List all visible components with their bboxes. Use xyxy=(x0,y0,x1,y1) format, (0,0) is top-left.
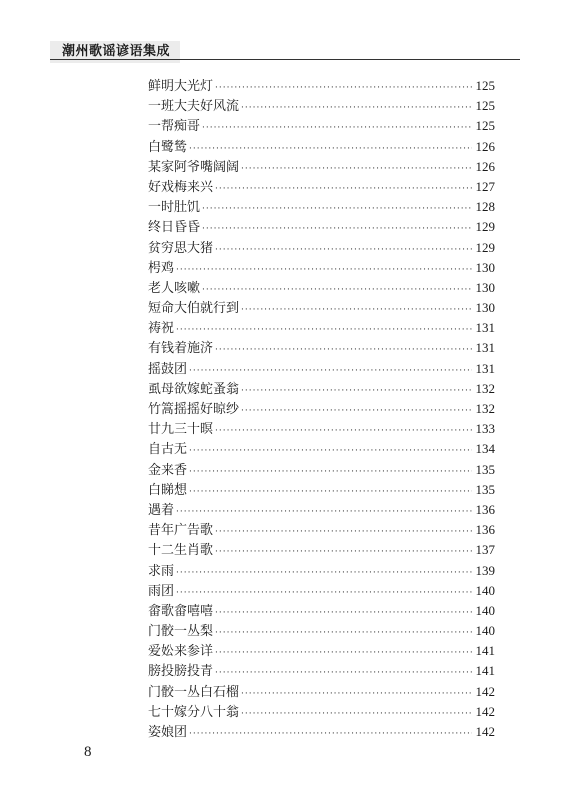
toc-entry-title: 昔年广告歌 xyxy=(148,523,214,539)
toc-entry-page: 133 xyxy=(475,421,495,437)
toc-dot-leader xyxy=(202,118,471,138)
toc-entry-page: 128 xyxy=(475,199,495,215)
toc-entry xyxy=(148,177,495,197)
toc-entry-title: 自古无 xyxy=(148,442,188,458)
toc-entry-page: 140 xyxy=(475,582,495,598)
toc-entry-title: 鲜明大光灯 xyxy=(148,79,214,94)
toc-entry-page: 132 xyxy=(475,401,495,416)
toc-entry-title: 祷祝 xyxy=(148,321,175,337)
toc-dot-leader xyxy=(241,300,471,320)
toc-entry-page: 142 xyxy=(475,703,495,719)
toc-entry xyxy=(148,399,495,419)
toc-entry-page: 140 xyxy=(475,602,495,618)
toc-entry xyxy=(148,359,495,379)
toc-entry-page: 130 xyxy=(475,279,495,295)
toc-entry-title: 求雨 xyxy=(148,563,175,579)
toc-entry-title: 贫穷思大猪 xyxy=(148,240,214,256)
toc-dot-leader xyxy=(189,361,471,381)
toc-entry-page: 131 xyxy=(475,340,495,356)
toc-entry-page: 135 xyxy=(475,461,495,477)
toc-entry xyxy=(148,480,495,500)
toc-dot-leader xyxy=(202,280,471,300)
toc-entry-title: 廿九三十暝 xyxy=(148,422,214,438)
toc-entry-title: 门骹一丛白石榴 xyxy=(148,684,240,700)
toc-entry-page: 131 xyxy=(475,320,495,336)
toc-entry-page: 136 xyxy=(475,501,495,517)
book-title: 潮州歌谣谚语集成 xyxy=(50,41,180,63)
toc-entry-page: 127 xyxy=(475,178,495,194)
toc-entry-page: 140 xyxy=(475,623,495,639)
toc-entry-page: 129 xyxy=(475,239,495,255)
toc-dot-leader xyxy=(241,401,471,421)
toc-entry-page: 125 xyxy=(475,98,495,114)
toc-entry-title: 短命大伯就行到 xyxy=(148,301,240,317)
toc-entry-title: 门骹一丛梨 xyxy=(148,624,214,640)
toc-entry-title: 一班大夫好风流 xyxy=(148,99,240,115)
toc-dot-leader xyxy=(215,522,471,542)
toc-entry-title: 某家阿爷嘴阔阔 xyxy=(148,159,240,175)
toc-entry-title: 姿娘团 xyxy=(148,725,188,740)
toc-dot-leader xyxy=(189,724,471,744)
toc-entry xyxy=(148,338,495,358)
toc-dot-leader xyxy=(215,340,471,360)
toc-entry xyxy=(148,379,495,399)
toc-entry-title: 摇鼓团 xyxy=(148,361,188,377)
toc-entry-page: 136 xyxy=(475,522,495,538)
toc-entry-page: 125 xyxy=(475,118,495,134)
toc-entry xyxy=(148,520,495,540)
toc-entry xyxy=(148,157,495,177)
toc-dot-leader xyxy=(241,704,471,724)
toc-entry xyxy=(148,258,495,278)
toc-entry xyxy=(148,500,495,520)
toc-entry xyxy=(148,298,495,318)
table-of-contents xyxy=(148,76,495,742)
toc-entry xyxy=(148,76,495,96)
toc-entry xyxy=(148,238,495,258)
toc-dot-leader xyxy=(189,139,471,159)
toc-dot-leader xyxy=(241,159,471,179)
toc-entry-page: 141 xyxy=(475,663,495,679)
toc-entry-title: 雨团 xyxy=(148,583,175,599)
toc-entry-title: 一帮痴哥 xyxy=(148,119,201,135)
toc-entry-title: 白鹭鸶 xyxy=(148,139,188,155)
toc-entry-page: 130 xyxy=(475,300,495,316)
toc-dot-leader xyxy=(215,542,471,562)
toc-entry xyxy=(148,197,495,217)
toc-dot-leader xyxy=(202,219,471,239)
toc-dot-leader xyxy=(202,199,471,219)
toc-entry-title: 好戏梅来兴 xyxy=(148,179,214,195)
toc-entry-page: 129 xyxy=(475,219,495,235)
toc-dot-leader xyxy=(215,179,471,199)
toc-entry-page: 142 xyxy=(475,724,495,739)
toc-entry xyxy=(148,722,495,742)
toc-entry-title: 虱母欲嫁蛇蚤翁 xyxy=(148,381,240,397)
toc-entry-page: 130 xyxy=(475,259,495,275)
toc-entry xyxy=(148,217,495,237)
toc-dot-leader xyxy=(215,603,471,623)
running-header xyxy=(50,40,520,63)
toc-entry-title: 畲歌畲嘻嘻 xyxy=(148,603,214,619)
toc-entry xyxy=(148,318,495,338)
toc-entry xyxy=(148,116,495,136)
toc-entry-title: 终日昏昏 xyxy=(148,220,201,236)
toc-dot-leader xyxy=(189,482,471,502)
toc-entry-title: 老人咳嗽 xyxy=(148,280,201,296)
toc-entry xyxy=(148,561,495,581)
toc-entry-title: 十二生肖歌 xyxy=(148,543,214,559)
toc-entry xyxy=(148,601,495,621)
toc-dot-leader xyxy=(176,563,471,583)
toc-entry-title: 七十嫁分八十翁 xyxy=(148,704,240,720)
toc-entry-title: 一时肚饥 xyxy=(148,200,201,216)
toc-entry xyxy=(148,137,495,157)
toc-entry xyxy=(148,439,495,459)
toc-dot-leader xyxy=(189,441,471,461)
toc-dot-leader xyxy=(215,643,471,663)
toc-entry-page: 132 xyxy=(475,380,495,396)
toc-entry-page: 142 xyxy=(475,683,495,699)
toc-entry xyxy=(148,621,495,641)
toc-entry-title: 金来香 xyxy=(148,462,188,478)
toc-dot-leader xyxy=(215,78,471,98)
toc-entry xyxy=(148,702,495,722)
toc-entry xyxy=(148,96,495,116)
header-rule xyxy=(50,59,520,60)
toc-dot-leader xyxy=(215,421,471,441)
toc-entry-page: 126 xyxy=(475,138,495,154)
toc-dot-leader xyxy=(176,502,471,522)
toc-entry-title: 枵鸡 xyxy=(148,260,175,276)
toc-entry-title: 爱妐来参详 xyxy=(148,644,214,660)
toc-dot-leader xyxy=(215,663,471,683)
toc-entry xyxy=(148,419,495,439)
toc-entry xyxy=(148,581,495,601)
toc-dot-leader xyxy=(176,583,471,603)
toc-dot-leader xyxy=(176,320,471,340)
toc-entry-page: 126 xyxy=(475,158,495,174)
toc-dot-leader xyxy=(215,623,471,643)
toc-dot-leader xyxy=(241,98,471,118)
toc-entry-page: 141 xyxy=(475,643,495,659)
toc-entry xyxy=(148,540,495,560)
toc-entry xyxy=(148,278,495,298)
toc-dot-leader xyxy=(241,684,471,704)
toc-entry-page: 125 xyxy=(475,78,495,93)
toc-dot-leader xyxy=(241,381,471,401)
page-number: 8 xyxy=(84,744,92,760)
toc-entry-page: 139 xyxy=(475,562,495,578)
toc-entry xyxy=(148,460,495,480)
toc-entry-title: 有钱着施济 xyxy=(148,341,214,357)
toc-dot-leader xyxy=(215,240,471,260)
toc-entry xyxy=(148,682,495,702)
toc-dot-leader xyxy=(189,462,471,482)
toc-entry-title: 膀投膀投青 xyxy=(148,664,214,680)
toc-entry xyxy=(148,661,495,681)
toc-entry-title: 白睇想 xyxy=(148,482,188,498)
toc-entry-title: 竹篙摇摇好晾纱 xyxy=(148,402,240,417)
toc-entry-page: 135 xyxy=(475,481,495,497)
toc-entry xyxy=(148,641,495,661)
toc-entry-page: 137 xyxy=(475,542,495,558)
toc-dot-leader xyxy=(176,260,471,280)
toc-entry-title: 遇着 xyxy=(148,502,175,518)
toc-entry-page: 131 xyxy=(475,360,495,376)
toc-entry-page: 134 xyxy=(475,441,495,457)
